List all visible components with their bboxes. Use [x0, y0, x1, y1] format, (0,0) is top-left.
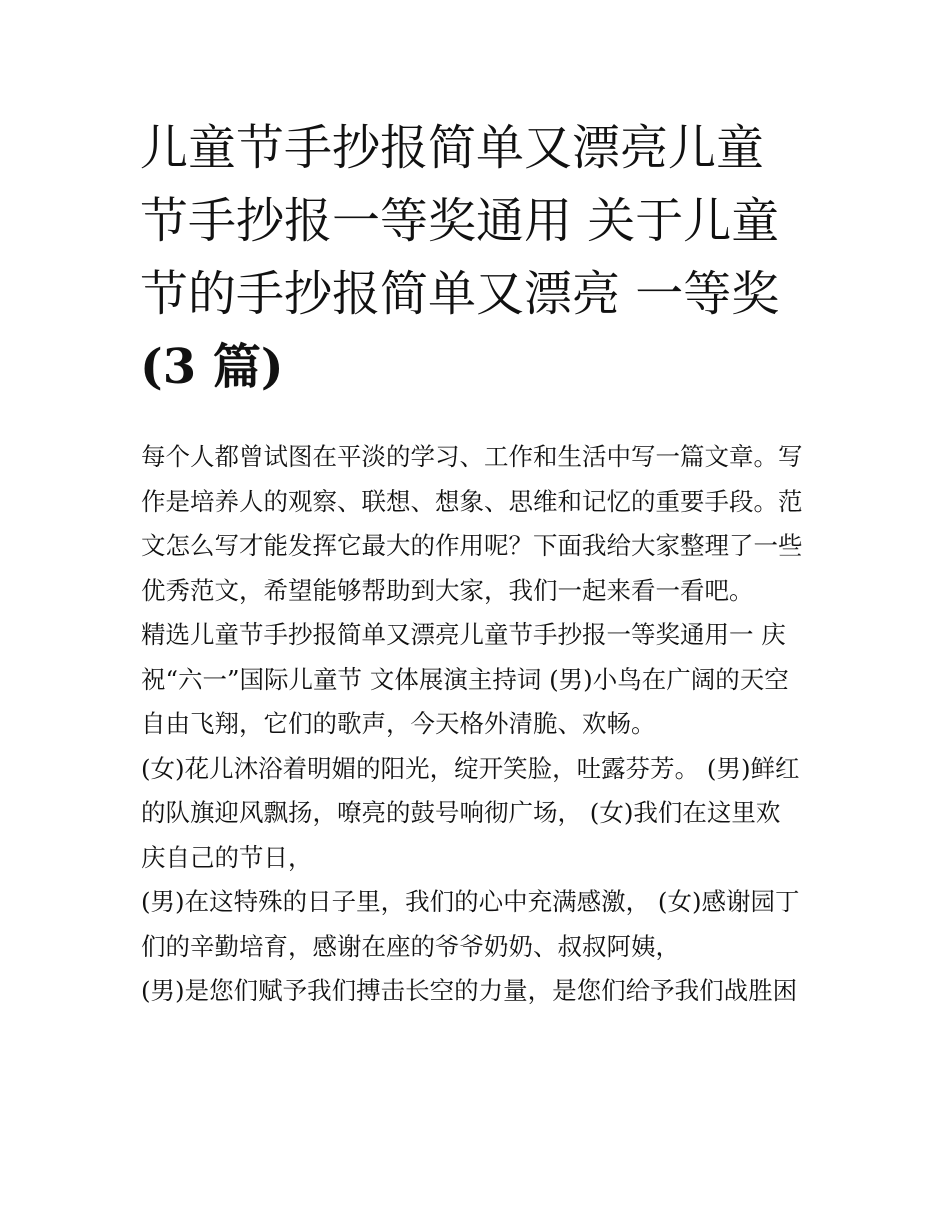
body-line: 庆自己的节日， — [141, 842, 313, 872]
body-line: 优秀范文，希望能够帮助到大家，我们一起来看一看吧。 — [141, 575, 754, 605]
body-line: 作是培养人的观察、联想、想象、思维和记忆的重要手段。范 — [141, 486, 803, 516]
body-line: (男)是您们赋予我们搏击长空的力量，是您们给予我们战胜困 — [141, 976, 798, 1005]
body-line: 每个人都曾试图在平淡的学习、工作和生活中写一篇文章。写 — [141, 442, 803, 471]
body-line: 们的辛勤培育，感谢在座的爷爷奶奶、叔叔阿姨， — [141, 931, 680, 961]
body-line: 祝“六一”国际儿童节 文体展演主持词 (男)小鸟在广阔的天空 — [141, 664, 789, 694]
body-line: (女)花儿沐浴着明媚的阳光，绽开笑脸，吐露芬芳。 (男)鲜红 — [141, 753, 800, 783]
body-line: 文怎么写才能发挥它最大的作用呢？下面我给大家整理了一些 — [141, 531, 803, 560]
document-title — [140, 112, 810, 404]
body-line: 精选儿童节手抄报简单又漂亮儿童节手抄报一等奖通用一 庆 — [141, 620, 786, 649]
title-line: 节的手抄报简单又漂亮 一等奖 — [140, 266, 780, 322]
body-line: 自由飞翔，它们的歌声，今天格外清脆、欢畅。 — [141, 709, 656, 738]
body-line: 的队旗迎风飘扬，嘹亮的鼓号响彻广场， (女)我们在这里欢 — [141, 798, 781, 827]
title-line: 儿童节手抄报简单又漂亮儿童 — [140, 120, 765, 176]
body-line: (男)在这特殊的日子里，我们的心中充满感激， (女)感谢园丁 — [141, 887, 800, 916]
title-line: 节手抄报一等奖通用 关于儿童 — [140, 193, 780, 249]
document-body — [141, 435, 821, 1014]
title-line-count: (3 篇) — [140, 339, 284, 395]
